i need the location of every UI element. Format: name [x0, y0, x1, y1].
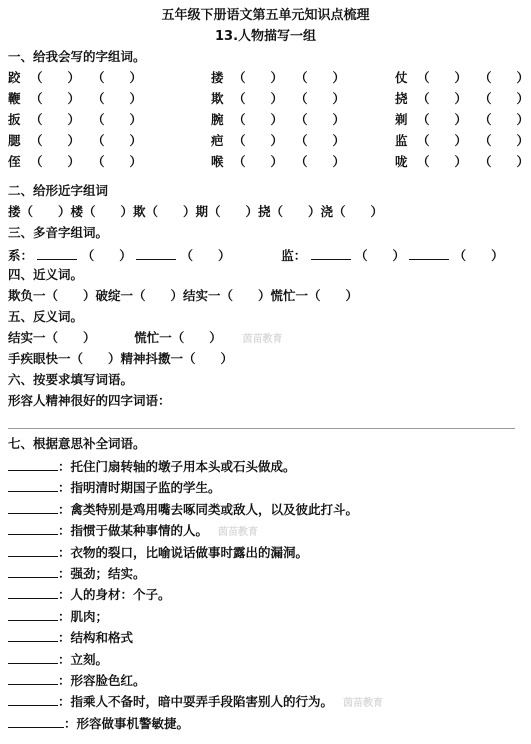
word-answer-paren[interactable]: （ ）	[92, 70, 143, 85]
word-answer-paren[interactable]: （ ）	[295, 70, 346, 85]
definition-item	[8, 609, 108, 624]
section-6-line: 形容人精神很好的四字词语：	[8, 393, 171, 408]
word-answer-paren[interactable]: （ ）	[417, 70, 468, 85]
word-answer-paren[interactable]: （ ）	[30, 91, 81, 106]
antonym-item: 慌忙一（ ）	[134, 330, 222, 345]
word-blank[interactable]	[8, 673, 58, 685]
definition-text: ：形容做事机警敏捷。	[64, 715, 190, 731]
page-title: 五年级下册语文第五单元知识点梳理	[161, 8, 370, 23]
section-4-heading: 四、近义词。	[8, 267, 84, 282]
definition-text: ：托住门扇转轴的墩子用本头或石头做成。	[58, 459, 296, 474]
word-answer-paren[interactable]: （ ）	[295, 133, 346, 148]
word-answer-paren[interactable]: （ ）	[479, 112, 530, 127]
character-to-write: 仗	[395, 70, 408, 85]
character-to-write: 剃	[395, 112, 408, 127]
definition-item	[8, 694, 383, 709]
word-answer-paren[interactable]: （ ）	[417, 112, 468, 127]
word-answer-paren[interactable]: （ ）	[479, 91, 530, 106]
definition-text: ：立刻。	[58, 651, 109, 667]
definition-item	[8, 502, 358, 517]
word-blank[interactable]	[8, 545, 58, 557]
word-answer-paren[interactable]: （ ）	[479, 154, 530, 169]
word-answer-paren[interactable]: （ ）	[92, 133, 143, 148]
word-blank[interactable]	[8, 523, 58, 535]
section-7-heading: 七、根据意思补全词语。	[8, 436, 146, 451]
definition-text: ：结构和格式	[58, 630, 134, 646]
word-answer-paren[interactable]: （ ）	[233, 70, 284, 85]
word-answer-paren[interactable]: （ ）	[92, 154, 143, 169]
section-5-line-1	[8, 332, 282, 345]
polyphone-char-1: 系：	[8, 248, 34, 263]
watermark: 茵苗教育	[242, 334, 283, 345]
definition-item	[8, 587, 171, 602]
word-answer-paren[interactable]: （ ）	[233, 154, 284, 169]
antonym-item: 结实一（ ）	[8, 330, 96, 345]
answer-blank[interactable]	[136, 248, 176, 260]
section-3-line	[8, 248, 504, 263]
answer-blank[interactable]	[311, 248, 351, 260]
section-2-line: 搂（ ）楼（ ）欺（ ）期（ ）挠（ ）浇（ ）	[8, 204, 384, 219]
word-answer-paren[interactable]: （ ）	[30, 70, 81, 85]
character-to-write: 挠	[395, 91, 408, 106]
definition-item	[8, 630, 133, 645]
word-answer-paren[interactable]: （ ）	[92, 91, 143, 106]
word-answer-paren[interactable]: （ ）	[417, 91, 468, 106]
section-1-heading: 一、给我会写的字组词。	[8, 49, 146, 64]
word-answer-paren[interactable]: （ ）	[295, 91, 346, 106]
definition-item	[8, 459, 296, 474]
word-answer-paren[interactable]: （ ）	[30, 112, 81, 127]
answer-paren: （ ）	[354, 248, 405, 263]
definition-item	[8, 480, 221, 495]
definition-item	[8, 545, 308, 560]
section-5-heading: 五、反义词。	[8, 309, 84, 324]
word-blank[interactable]	[8, 502, 58, 514]
word-blank[interactable]	[8, 566, 58, 578]
divider	[8, 428, 515, 429]
definition-text: ：指惯于做某种事情的人。	[58, 523, 209, 539]
word-blank[interactable]	[8, 480, 58, 492]
word-answer-paren[interactable]: （ ）	[295, 112, 346, 127]
word-answer-paren[interactable]: （ ）	[30, 154, 81, 169]
definition-item	[8, 523, 258, 538]
word-blank[interactable]	[8, 587, 58, 599]
definition-text: ：形容脸色红。	[58, 673, 146, 688]
definition-text: ：肌肉；	[58, 608, 109, 624]
word-answer-paren[interactable]: （ ）	[479, 70, 530, 85]
character-to-write: 搂	[211, 70, 224, 85]
word-answer-paren[interactable]: （ ）	[233, 91, 284, 106]
section-5-line-2: 手疾眼快一（ ）精神抖擞一（ ）	[8, 351, 234, 366]
character-to-write: 侄	[8, 154, 21, 169]
character-to-write: 欺	[211, 91, 224, 106]
section-2-heading: 二、给形近字组词	[8, 183, 109, 198]
lesson-subtitle: 13.人物描写一组	[214, 29, 317, 44]
definition-item	[8, 673, 146, 688]
answer-blank[interactable]	[37, 248, 77, 260]
word-answer-paren[interactable]: （ ）	[417, 154, 468, 169]
definition-item	[8, 652, 108, 667]
word-blank[interactable]	[8, 459, 58, 471]
section-3-heading: 三、多音字组词。	[8, 225, 109, 240]
word-answer-paren[interactable]: （ ）	[30, 133, 81, 148]
word-blank[interactable]	[8, 609, 58, 621]
character-to-write: 咙	[395, 154, 408, 169]
character-to-write: 喉	[211, 154, 224, 169]
character-to-write: 腕	[211, 112, 224, 127]
word-answer-paren[interactable]: （ ）	[417, 133, 468, 148]
section-4-line: 欺负一（ ）破绽一（ ）结实一（ ）慌忙一（ ）	[8, 288, 359, 303]
word-answer-paren[interactable]: （ ）	[233, 112, 284, 127]
definition-text: ：指明清时期国子监的学生。	[58, 480, 221, 496]
character-to-write: 跤	[8, 70, 21, 85]
word-blank[interactable]	[8, 652, 58, 664]
word-answer-paren[interactable]: （ ）	[92, 112, 143, 127]
word-answer-paren[interactable]: （ ）	[233, 133, 284, 148]
character-to-write: 扳	[8, 112, 21, 127]
word-blank[interactable]	[8, 694, 58, 706]
definition-text: ：衣物的裂口，比喻说话做事时露出的漏洞。	[58, 544, 309, 560]
answer-paren: （ ）	[453, 248, 504, 263]
polyphone-char-2: 监：	[281, 248, 307, 263]
answer-blank[interactable]	[409, 248, 449, 260]
word-answer-paren[interactable]: （ ）	[295, 154, 346, 169]
word-blank[interactable]	[8, 716, 64, 728]
definition-item	[8, 716, 189, 731]
definition-text: ：强劲；结实。	[58, 566, 146, 581]
watermark: 茵苗教育	[218, 527, 259, 539]
watermark: 茵苗教育	[343, 698, 384, 710]
character-to-write: 疤	[211, 133, 224, 148]
definition-item	[8, 566, 146, 581]
word-answer-paren[interactable]: （ ）	[479, 133, 530, 148]
answer-paren: （ ）	[180, 248, 231, 263]
character-to-write: 监	[395, 133, 408, 148]
character-to-write: 腮	[8, 133, 21, 148]
section-6-heading: 六、按要求填写词语。	[8, 372, 134, 387]
definition-text: ：指乘人不备时，暗中耍弄手段陷害别人的行为。	[58, 694, 334, 710]
definition-text: ：人的身材：个子。	[58, 587, 171, 603]
word-blank[interactable]	[8, 630, 58, 642]
definition-text: ：禽类特别是鸡用嘴去啄同类或敌人，以及彼此打斗。	[58, 501, 359, 517]
answer-paren: （ ）	[81, 248, 132, 263]
character-to-write: 鞭	[8, 91, 21, 106]
